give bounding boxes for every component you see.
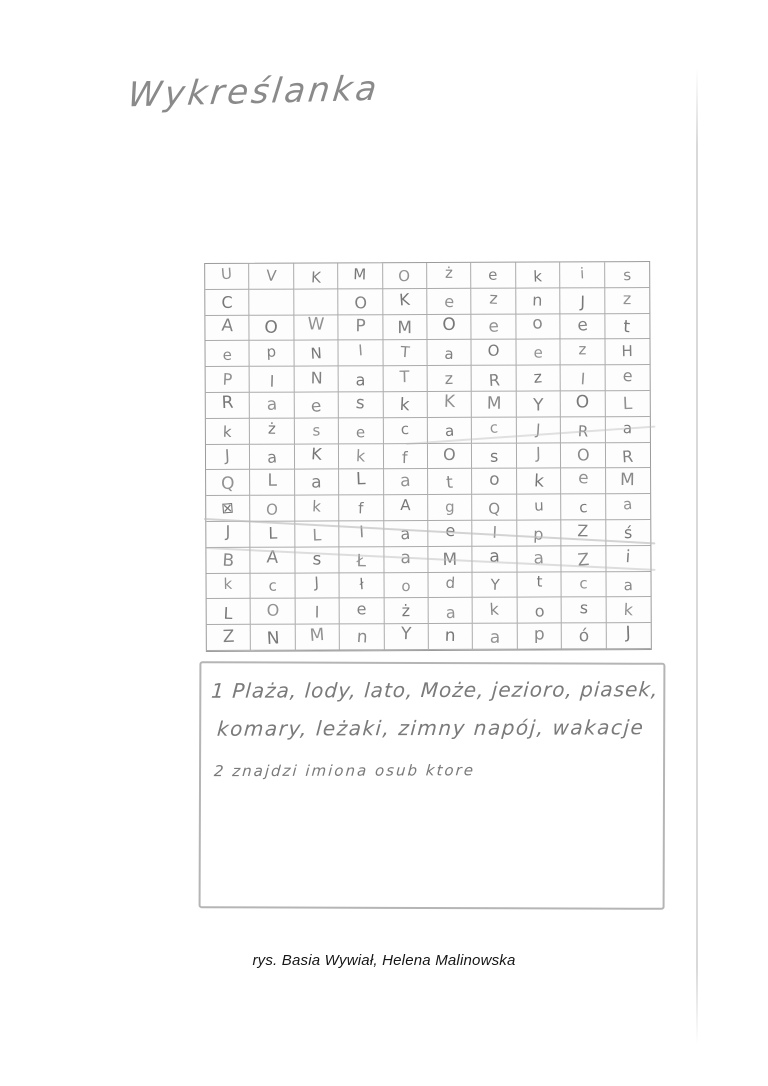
grid-cell: a: [339, 366, 384, 392]
grid-cell: c: [562, 572, 607, 598]
grid-cell: d: [429, 572, 474, 598]
grid-cell: ż: [250, 418, 295, 444]
grid-cell: s: [605, 262, 650, 288]
grid-cell: e: [205, 341, 250, 367]
grid-cell: s: [472, 443, 517, 469]
grid-cell: k: [517, 469, 562, 495]
grid-cell: a: [250, 444, 295, 470]
grid-cell: a: [429, 598, 474, 624]
grid-cell: Q: [473, 495, 518, 521]
grid-cell: k: [473, 598, 518, 624]
grid-cell: B: [206, 548, 251, 574]
grid-cell: i: [560, 262, 605, 288]
grid-cell: A: [384, 495, 429, 521]
grid-cell: c: [251, 573, 296, 599]
grid-cell: k: [606, 597, 651, 623]
grid-cell: C: [205, 290, 250, 316]
grid-cell: T: [383, 366, 428, 392]
grid-cell: O: [561, 443, 606, 469]
grid-cell: I: [339, 521, 384, 547]
grid-cell: I: [339, 341, 384, 367]
grid-cell: [384, 547, 429, 573]
grid-cell: ł: [340, 573, 385, 599]
grid-cell: I: [473, 521, 518, 547]
grid-cell: V: [250, 264, 295, 290]
grid-cell: P: [206, 367, 251, 393]
grid-cell: a: [473, 624, 518, 650]
grid-cell: n: [516, 288, 561, 314]
grid-cell: O: [472, 340, 517, 366]
instruction-line-3: 2 znajdzi imiona osub ktore: [213, 761, 476, 781]
grid-cell: e: [427, 289, 472, 315]
grid-cell: I: [250, 367, 295, 393]
grid-cell: c: [383, 418, 428, 444]
grid-cell: O: [561, 391, 606, 417]
grid-cell: U: [205, 264, 250, 290]
grid-cell: M: [472, 392, 517, 418]
grid-cell: M: [338, 263, 383, 289]
grid-cell: a: [427, 340, 472, 366]
grid-cell: J: [560, 288, 605, 314]
grid-cell: N: [251, 625, 296, 651]
grid-cell: L: [251, 522, 296, 548]
grid-cell: p: [517, 520, 562, 546]
grid-cell: Z: [562, 546, 607, 572]
grid-cell: a: [606, 572, 651, 598]
grid-cell: a: [384, 521, 429, 547]
grid-cell: o: [516, 314, 561, 340]
grid-cell: N: [294, 341, 339, 367]
grid-cell: I: [561, 365, 606, 391]
grid-cell: e: [472, 314, 517, 340]
grid-cell: O: [251, 599, 296, 625]
grid-cell: c: [561, 494, 606, 520]
grid-cell: e: [605, 365, 650, 391]
grid-cell: o: [472, 469, 517, 495]
grid-cell: a: [517, 546, 562, 572]
grid-cell: R: [206, 393, 251, 419]
grid-cell: e: [561, 469, 606, 495]
grid-cell: t: [605, 314, 650, 340]
page-edge-line: [696, 68, 698, 1045]
grid-cell: e: [340, 599, 385, 625]
grid-cell: s: [562, 598, 607, 624]
grid-cell: z: [428, 366, 473, 392]
grid-cell: s: [295, 547, 340, 573]
grid-cell: g: [428, 495, 473, 521]
grid-cell: [250, 289, 295, 315]
grid-cell: a: [295, 470, 340, 496]
grid-cell: J: [606, 623, 651, 649]
grid-cell: I: [295, 599, 340, 625]
grid-cell: Y: [473, 572, 518, 598]
grid-cell: Ł: [340, 547, 385, 573]
grid-cell: O: [250, 315, 295, 341]
grid-cell: n: [340, 624, 385, 650]
grid-cell: k: [207, 573, 252, 599]
grid-cell: P: [339, 315, 384, 341]
grid-cell: e: [295, 392, 340, 418]
grid-cell: L: [250, 470, 295, 496]
grid-cell: O: [251, 496, 296, 522]
grid-cell: k: [295, 496, 340, 522]
grid-cell: k: [516, 262, 561, 288]
grid-cell: a: [473, 546, 518, 572]
grid-cell: K: [294, 263, 339, 289]
grid-cell: H: [605, 339, 650, 365]
grid-cell: o: [517, 598, 562, 624]
grid-cell: n: [429, 624, 474, 650]
grid-cell: Z: [207, 625, 252, 651]
grid-cell: A: [251, 547, 296, 573]
grid-cell: R: [606, 443, 651, 469]
credit-caption: rys. Basia Wywiał, Helena Malinowska: [252, 952, 516, 969]
grid-cell: Y: [517, 391, 562, 417]
grid-cell: L: [207, 599, 252, 625]
grid-cell: o: [384, 573, 429, 599]
grid-cell: e: [561, 314, 606, 340]
puzzle-title: Wykreślanka: [125, 68, 382, 116]
grid-cell: a: [606, 494, 651, 520]
instruction-line-1: 1 Plaża, lody, lato, Może, jezioro, piasek,: [210, 677, 660, 703]
grid-cell: ż: [427, 263, 472, 289]
grid-cell: k: [339, 444, 384, 470]
grid-cell: i: [606, 546, 651, 572]
grid-cell: J: [206, 444, 251, 470]
grid-cell: f: [384, 444, 429, 470]
grid-cell: J: [295, 573, 340, 599]
grid-cell: Z: [561, 520, 606, 546]
grid-cell: [294, 289, 339, 315]
grid-cell: z: [561, 340, 606, 366]
grid-cell: M: [383, 315, 428, 341]
grid-cell: a: [384, 469, 429, 495]
grid-cell: N: [294, 367, 339, 393]
grid-cell: e: [339, 418, 384, 444]
grid-cell: k: [383, 392, 428, 418]
grid-cell: R: [472, 366, 517, 392]
grid-cell: Q: [206, 470, 251, 496]
grid-cell: L: [339, 470, 384, 496]
grid-cell: s: [339, 392, 384, 418]
grid-cell: A: [205, 315, 250, 341]
grid-cell: t: [517, 572, 562, 598]
grid-cell: e: [472, 263, 517, 289]
grid-cell: t: [428, 469, 473, 495]
grid-cell: K: [428, 392, 473, 418]
grid-cell: W: [294, 315, 339, 341]
grid-cell: J: [517, 443, 562, 469]
grid-cell: c: [472, 417, 517, 443]
grid-cell: J: [206, 522, 251, 548]
grid-cell: z: [472, 288, 517, 314]
grid-cell: z: [605, 288, 650, 314]
grid-cell: a: [250, 393, 295, 419]
word-grid: [204, 261, 652, 652]
grid-cell: O: [427, 314, 472, 340]
grid-cell: Y: [384, 624, 429, 650]
grid-cell: R: [561, 417, 606, 443]
grid-cell: p: [518, 624, 563, 650]
grid-cell: T: [383, 340, 428, 366]
grid-cell: L: [605, 391, 650, 417]
grid-cell: f: [339, 495, 384, 521]
grid-cell: ó: [562, 623, 607, 649]
grid-cell: L: [295, 521, 340, 547]
grid-cell: O: [383, 263, 428, 289]
grid-cell: ż: [384, 598, 429, 624]
instruction-box: [199, 661, 666, 910]
instruction-line-2: komary, leżaki, zimny napój, wakacje: [216, 715, 646, 741]
grid-cell: a: [605, 417, 650, 443]
grid-cell: M: [606, 468, 651, 494]
grid-cell: O: [338, 289, 383, 315]
grid-cell: O: [428, 443, 473, 469]
grid-cell: K: [383, 289, 428, 315]
grid-cell: k: [206, 419, 251, 445]
grid-cell: a: [428, 418, 473, 444]
grid-cell: s: [295, 418, 340, 444]
grid-cell: e: [516, 340, 561, 366]
grid-cell: ⊠: [206, 496, 251, 522]
grid-cell: K: [295, 444, 340, 470]
grid-cell: J: [517, 417, 562, 443]
grid-cell: u: [517, 495, 562, 521]
grid-cell: M: [296, 625, 341, 651]
grid-cell: z: [516, 366, 561, 392]
grid-cell: ś: [606, 520, 651, 546]
grid-cell: p: [250, 341, 295, 367]
